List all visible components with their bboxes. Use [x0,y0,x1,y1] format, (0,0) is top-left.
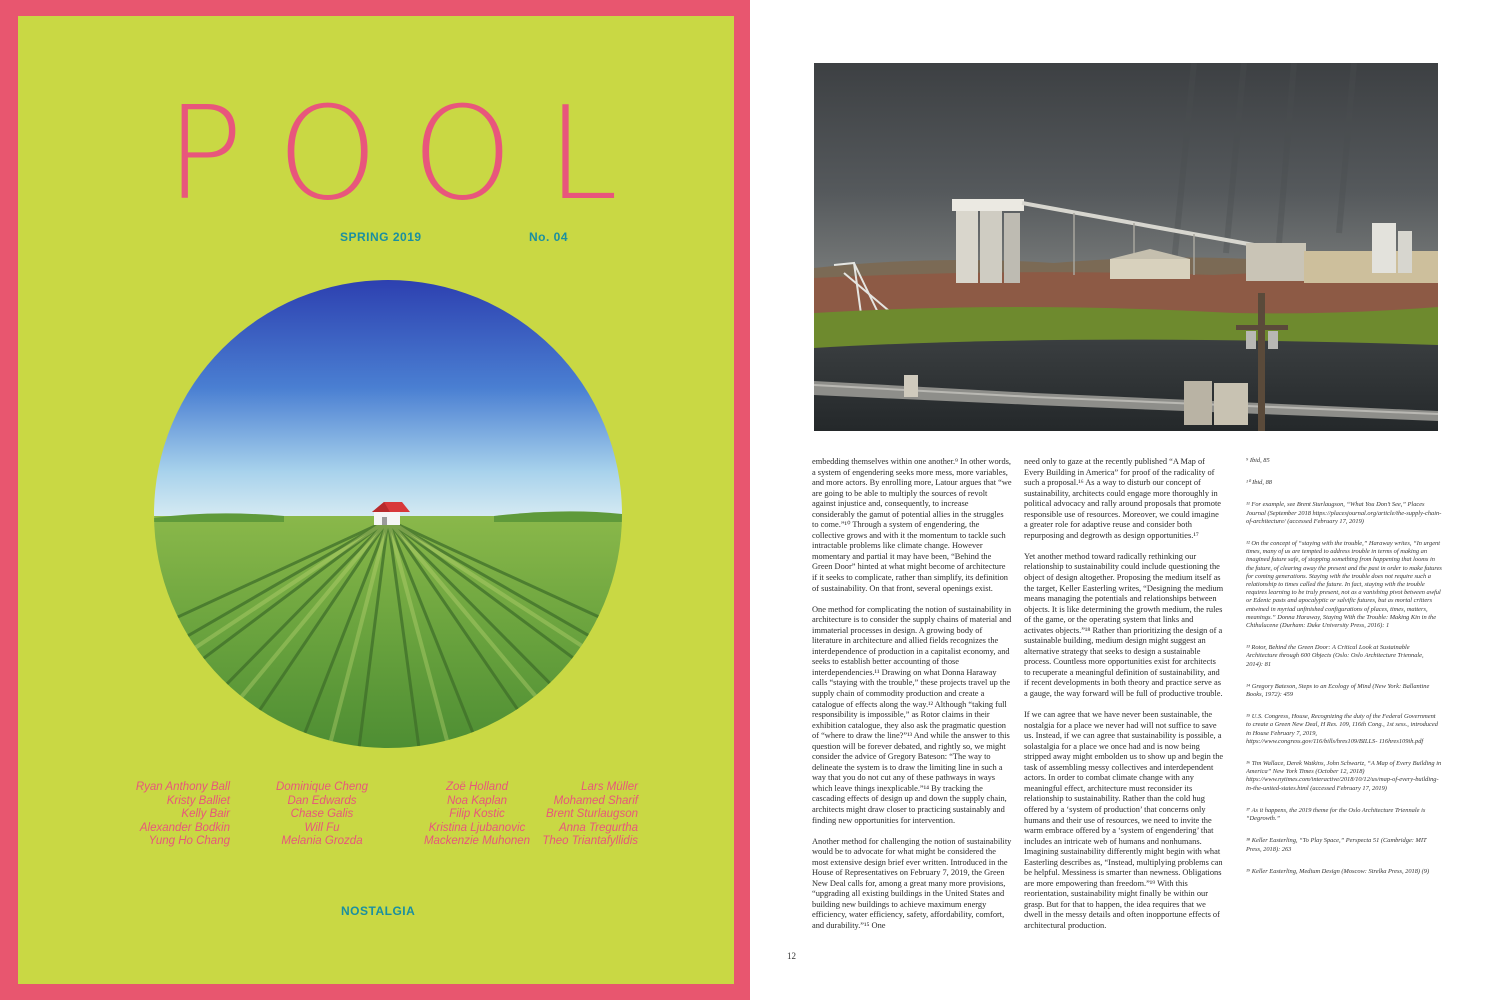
author-name: Kelly Bair [181,808,230,821]
author-name: Mackenzie Muhonen [423,835,531,848]
article-paragraph: Yet another method toward radically rethinking our relationship to sustainability could include questioning the object of design altogether. Proposing the medium itself as the target, Keller Easterling writes, “Designing the medium means managing the potentials and relationships between objects. It is like determining the growth medium, the rules of the game, or the operating system that links and activates objects.”¹⁸ Rather than prioritizing the design of a sustainable building, medium design might suggest an alternative strategy that seeks to design a sustainable process. Countless more opportunities exist for architects to recuperate a meaningful definition of sustainability, and if recent developments in both theory and practice serve as a gauge, the way forward will be full of productive trouble. [1024,551,1224,698]
cover-panel [18,16,734,984]
author-name: Mohamed Sharif [553,794,638,807]
footnote: ¹⁹ Keller Easterling, Medium Design (Moscow: Strelka Press, 2018) (9) [1246,867,1430,875]
cover-issue-number: No. 04 [529,230,569,244]
author-name: Kristina Ljubanovic [428,821,526,834]
author-name: Brent Sturlaugson [545,808,638,821]
author-name: Will Fu [304,821,340,834]
article-paragraph: Another method for challenging the notion of sustainability would be to advocate for what might be considered the most extensive design brief ever written. Introduced in the House of Representatives on February 7, 2019, the Green New Deal calls for, among a great many more provisions, “upgrading all existing buildings in the United States and building new buildings to achieve maximum energy efficiency, water efficiency, safety, affordability, comfort, and durability.”¹⁵ One [812,836,1012,930]
author-name: Melania Grozda [281,835,363,848]
article-column-2 [1024,457,1224,957]
footnote: ¹⁰ Ibid, 88 [1246,479,1272,487]
author-name: Theo Triantafyllidis [542,835,638,848]
author-name: Lars Müller [581,781,638,793]
cover-title: POOL [166,80,652,229]
footnote: ¹⁶ Tim Wallace, Derek Watkins, John Schwartz, “A Map of Every Building in America” New York Times (October 12, 2018) https://www.nytimes.com/interactive/2018/10/12/us/map-of-every-building-in-the-united-states.html (accessed February 17, 2019) [1246,760,1442,792]
footnote: ¹¹ For example, see Brent Sturlaugson, “What You Don’t See,” Places Journal (September 2018 https://placesjournal.org/article/the-supply-chain-of-architecture/ (accessed February 17, 2019) [1246,501,1442,525]
author-name: Alexander Bodkin [139,821,230,834]
author-name: Chase Galis [290,808,354,821]
industrial-site-photo [814,63,1438,431]
author-name: Ryan Anthony Ball [135,781,230,793]
author-name: Filip Kostic [449,808,505,821]
article-paragraph: If we can agree that we have never been sustainable, the nostalgia for a place we never had will not suffice to save us. Instead, if we can agree that sustainability is possible, a solastalgia for a place we once had and is now being stripped away might embolden us to show up and begin the task of assembling messy collectives and interdependent actors. In order to combat climate change with any meaningful effect, architecture must reconsider its relationship to sustainability. Rather than the cold hug offered by a ‘system of production’ that concerns only humans and their use of resources, we need to invite the warm embrace offered by a ‘system of engendering’ that includes an intricate web of humans and nonhumans. Imagining sustainability differently might begin with what Easterling describes as, “Instead, multiplying problems can be helpful. Messiness is smarter than newness. Obligations are more empowering than freedom.”¹⁹ With this reorientation, sustainability might finally be within our grasp. But for that to happen, the idea requires that we dwell in the messy details and often inopportune effects of architectural production. [1024,710,1224,930]
author-column-4 [488,781,638,849]
author-column-2 [247,781,397,849]
footnote: ¹⁷ As it happens, the 2019 theme for the Oslo Architecture Triennale is “Degrowth.” [1246,806,1426,823]
article-column-1 [812,457,1012,957]
author-name: Zoë Holland [445,781,508,793]
footnote: ¹³ Rotor, Behind the Green Door: A Critical Look at Sustainable Architecture through 600 Objects (Oslo: Oslo Architecture Triennale, 2014): 81 [1246,644,1424,668]
author-name: Dan Edwards [287,794,357,807]
author-name: Anna Tregurtha [558,821,638,834]
article-paragraph: One method for complicating the notion of sustainability in architecture is to consider the supply chains of material and immaterial processes in design. A growing body of literature in architecture and allied fields recognizes the interdependence of production in a capitalist economy, and seeks to establish better accounting of those interdependencies.¹¹ Drawing on what Donna Haraway calls “staying with the trouble,” these projects travel up the supply chain of commodity production and create a catalogue of effects along the way.¹² Although “taking full responsibility is impossible,” as Rotor claims in their exhibition catalogue, they also ask the pragmatic question of “where to draw the line?”¹³ And while the answer to this question will be forever debated, and rightly so, we might consider the advice of Gregory Bateson: “The way to delineate the system is to draw the limiting line in such a way that you do not cut any of these pathways in ways which leave things inexplicable.”¹⁴ By tracking the cascading effects of design up and down the supply chain, architects might draw closer to practicing sustainably and finding new opportunities for intervention. [812,604,1012,825]
author-name: Noa Kaplan [446,794,508,807]
cover-season: SPRING 2019 [340,230,422,244]
farm-field-illustration [154,280,622,748]
author-name: Kristy Balliet [166,794,230,807]
page-number: 12 [787,951,796,961]
author-name: Dominique Cheng [275,781,369,793]
author-name: Yung Ho Chang [148,835,230,848]
footnote: ¹² On the concept of “staying with the trouble,” Haraway writes, “In urgent times, many of us are tempted to address trouble in terms of making an imagined future safe, of stopping something from happening that looms in the future, of clearing away the present and the past in order to make futures for coming generations. Staying with the trouble does not require such a relationship to times called the future. In fact, staying with the trouble requires learning to be truly present, not as a vanishing pivot between awful or Edenic pasts and apocalyptic or salvific futures, but as mortal critters entwined in myriad unfinished configurations of places, times, matters, meanings.” Donna Haraway, Staying With the Trouble: Making Kin in the Chthulucene (Durham: Duke University Press, 2016): 1 [1246,540,1442,630]
footnote: ¹⁸ Keller Easterling, “To Play Space,” Perspecta 51 (Cambridge: MIT Press, 2018): 263 [1246,837,1427,853]
footnote: ⁹ Ibid, 85 [1246,457,1270,464]
cover-theme: NOSTALGIA [341,904,416,918]
author-column-1 [80,781,230,849]
plant-under-storm-image [814,63,1438,431]
footnote: ¹⁵ U.S. Congress, House, Recognizing the duty of the Federal Government to create a Green New Deal, H Res. 109, 116th Cong., 1st sess., introduced in House February 7, 2019, https://www.congress.gov/116/bills/hres109/BILLS- 116hres109ih.pdf [1246,713,1438,745]
footnote: ¹⁴ Gregory Bateson, Steps to an Ecology of Mind (New York: Ballantine Books, 1972): 459 [1246,682,1430,699]
article-paragraph: embedding themselves within one another.⁹ In other words, a system of engendering seeks more mess, more variables, and more actors. By enrolling more, Latour argues that “we are going to be able to multiply the sources of revolt against injustice and, consequently, to increase considerably the gamut of potential allies in the struggles to come.”¹⁰ Through a system of engendering, the collective grows and with it the momentum to tackle such intractable problems like climate change. However momentary and partial it may have been, “Behind the Green Door” hinted at what might become of architecture if it seeks to complicate, rather than simplify, its definition of sustainability. On that front, several openings exist. [812,457,1012,593]
article-paragraph: need only to gaze at the recently published “A Map of Every Building in America” for proof of the radicality of such a proposal.¹⁶ As a way to disturb our concept of sustainability, architects could engage more thoroughly in political advocacy and rally around proposals that promote responsible use of resources. Moreover, we could imagine a greater role for adaptive reuse and consider both repurposing and degrowth as design opportunities.¹⁷ [1024,457,1221,540]
footnotes-column [1246,457,1442,957]
